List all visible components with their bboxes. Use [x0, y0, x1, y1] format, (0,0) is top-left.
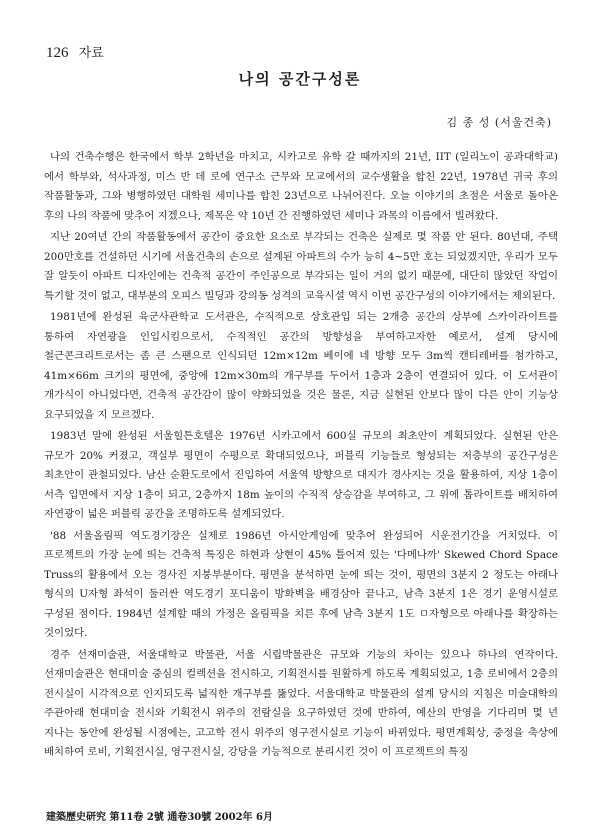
page-number: 126 — [46, 45, 69, 61]
paragraph: 경주 선재미술관, 서울대학교 박물관, 서울 시립박물관은 규모와 기능의 차이는 있으나 하나의 연작이다. 선재미술관은 현대미술 중심의 컬렉션을 전시하고, 기획전시를 원활하게 하도록 계획되었고, 1층 로비에서 2층의 전시실이 시각적으로 인지되도록 넓직한 개구부를 뚫었다. 서울대학교 박물관의 설계 당시의 지침은 미술대학의 주관아래 현대미술 전시와 기획전시 위주의 전람실을 요구하였던 것에 반하여, 예산의 반영을 기다리며 몇 년 지나는 동안에 완성될 시점에는, 고고학 전시 위주의 영구전시실로 기능이 바뀌었다. 평면계획상, 중정을 축상에 배치하여 로비, 기획전시실, 영구전시실, 강당을 기능적으로 분리시킨 것이 이 프로젝트의 특징 — [44, 648, 558, 758]
article-title: 나의 공간구성론 — [238, 70, 362, 88]
paragraph: 1981년에 완성된 육군사관학교 도서관은, 수직적으로 상호관입 되는 2개층 공간의 상부에 스카이라이트를 통하여 자연광을 인입시킴으로서, 수직적인 공간의 방향성을 부여하고자한 예로서, 설계 당시에 철근콘크리트로서는 좀 큰 스팬으로 인식되던 12m×12m 베이에 네 방향 모두 3m씩 캔티레버를 첨가하고, 41m×66m 크기의 평면에, 중앙에 12m×30m의 개구부를 두어서 1층과 2층이 연결되어 있다. 이 도서관이 개가식이 아니었다면, 건축적 공간감이 많이 약화되었을 것은 물론, 지금 실현된 안보다 많이 다른 안이 기능상 요구되었을 지 모르겠다. — [44, 311, 558, 421]
article-body — [44, 148, 558, 763]
paragraph: 지난 20여년 간의 작품활동에서 공간이 중요한 요소로 부각되는 건축은 실제로 몇 작품 안 된다. 80년대, 주택 200만호를 건설하던 시기에 서울건축의 손으로 설계된 아파트의 수가 능히 4~5만 호는 되었겠지만, 우리가 모두 잘 알듯이 아파트 디자인에는 건축적 공간이 주인공으로 부각되는 일이 거의 없기 때문에, 대단히 많았던 작업이 특기할 것이 없고, 대부분의 오피스 빌딩과 강의동 성격의 교육시설 역시 이번 공간구성의 이야기에서는 제외된다. — [44, 231, 558, 302]
journal-footer: 建築歷史研究 第11卷 2號 通卷30號 2002年 6月 — [46, 812, 273, 823]
paragraph: 1983년 말에 완성된 서울힐튼호텔은 1976년 시카고에서 600실 규모의 최초안이 계획되었다. 실현된 안은 규모가 20% 커졌고, 객실부 평면이 수평으로 확대되었으나, 퍼블릭 기능들로 형성되는 저층부의 공간구성은 최초안이 관철되었다. 남산 순환도로에서 진입하여 서울역 방향으로 대지가 경사지는 것을 활용하여, 지상 1층이 서측 입면에서 지상 1층이 되고, 2층까지 18m 높이의 수직적 상승감을 부여하고, 그 위에 톱라이트를 배치하여 자연광이 넓은 퍼블릭 공간을 조명하도록 설계되었다. — [44, 430, 558, 520]
paragraph: 나의 건축수행은 한국에서 학부 2학년을 마치고, 시카고로 유학 갈 때까지의 21년, IIT (일리노이 공과대학교)에서 학부와, 석사과정, 미스 반 데 로에 연구소 근무와 모교에서의 교수생활을 합친 22년, 1978년 귀국 후의 작품활동과, 그와 병행하였던 대학원 세미나를 합친 23년으로 나뉘어진다. 오늘 이야기의 초점은 서울로 돌아온 후의 나의 작품에 맞추어 지겠으나, 제목은 약 10년 간 진행하였던 세미나 과목의 이름에서 빌려왔다. — [44, 151, 558, 222]
page-header — [46, 42, 104, 62]
article-author: 김 종 성 (서울건축) — [446, 116, 552, 129]
paragraph: '88 서울올림픽 역도경기장은 실제로 1986년 아시안게임에 맞추어 완성되어 시운전기간을 거치었다. 이 프로젝트의 가장 눈에 띄는 건축적 특징은 하현과 상현이 45% 틀어져 있는 '다메나까' Skewed Chord Space Truss의 활용에서 오는 경사진 지붕부분이다. 평면을 분석하면 눈에 띄는 것이, 평면의 3분지 2 정도는 아래나 형식의 U자형 좌석이 둘러싼 역도경기 포디움이 방화벽을 배경삼아 끝나고, 남측 3분지 1은 경기 운영시설로 구성된 점이다. 1984년 설계할 때의 가정은 올림픽을 치른 후에 남측 3분지 1도 ㅁ자형으로 아래나를 확장하는 것이었다. — [44, 529, 558, 639]
section-label: 자료 — [78, 46, 104, 61]
